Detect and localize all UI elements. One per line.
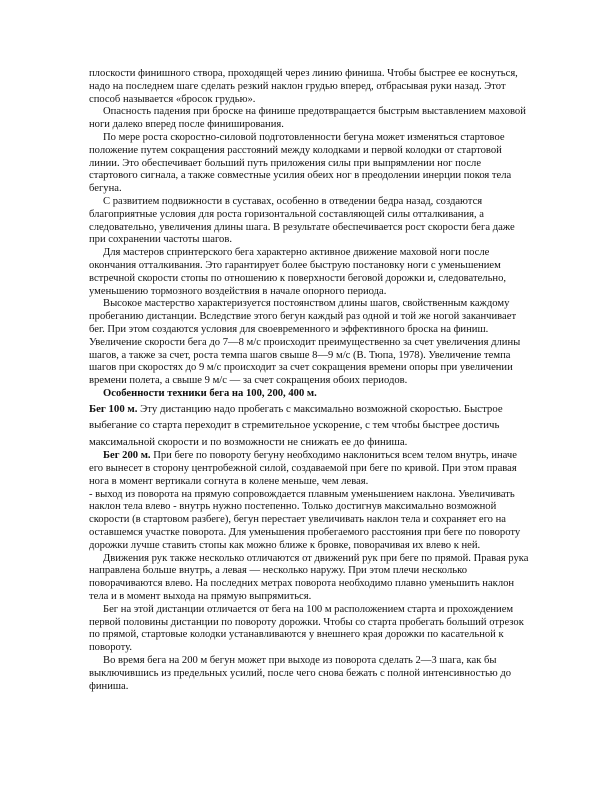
run-200-paragraph <box>89 450 532 488</box>
paragraph-1: плоскости финишного створа, проходящей через линию финиша. Чтобы быстрее ее коснуться, надо на последнем шаге сделать резкий наклон грудью вперед, отбрасывая руки назад. Этот способ называется «бросок грудью». <box>89 68 518 105</box>
paragraph-6: Высокое мастерство характеризуется постоянством длины шагов, свойственным каждому пробеганию дистанции. Вследствие этого бегун каждый раз одной и той же ногой заканчивает бег. При этом создаются условия для своевременного и эффективного броска на финиш. Увеличение скорости бега до 7—8 м/с происходит преимущественно за счет увеличения длины шагов, а также за счет, роста темпа шагов свыше 8—9 м/с (В. Тюпа, 1978). Увеличение темпа шагов при скоростях до 9 м/с происходит за счет сокращения времени опоры при увеличении времени полета, а свыше 9 м/с — за счет сокращения обоих периодов. <box>89 298 521 387</box>
section-heading: Особенности техники бега на 100, 200, 400 м. <box>103 387 317 399</box>
paragraph-arm-movement: Движения рук также несколько отличаются от движений рук при беге по прямой. Правая рука направлена больше внутрь, а левая — несколько наружу. При этом плечи несколько поворачиваются влево. На последних метрах поворота необходимо плавно уменьшить наклон тела и в момент выхода на прямую выпрямиться. <box>89 552 529 602</box>
run-100-lead: Бег 100 м. <box>89 402 138 415</box>
run-100-paragraph <box>89 401 532 451</box>
run-200-lead: Бег 200 м. <box>103 450 151 462</box>
paragraph-2: Опасность падения при броске на финише предотвращается быстрым выставлением маховой ноги далеко вперед после финиширования. <box>89 106 526 131</box>
paragraph-3: По мере роста скоростно-силовой подготовленности бегуна может изменяться стартовое положение путем сокращения расстояний между колодками и первой колодки от стартовой линии. Это обеспечивает больший путь приложения силы при выпрямлении ног после стартового сигнала, а также совместные усилия обеих ног в преодолении инерции покоя тела бегуна. <box>89 131 512 195</box>
run-200-text: При беге по повороту бегуну необходимо наклониться всем телом внутрь, иначе его вынесет в сторону центробежной силой, создаваемой при беге по кривой. При этом правая нога в момент вертикали согнута в колене меньше, чем левая. <box>89 450 517 487</box>
paragraph-exit-turn: - выход из поворота на прямую сопровождается плавным уменьшением наклона. Увеличивать наклон тела влево - внутрь нужно постепенно. Только достигнув максимально возможной скорости (в стартовом разбеге), бегун перестает увеличивать наклон тела и сохраняет его на оставшемся участке поворота. Для уменьшения пробегаемого расстояния при беге по повороту дорожки лучше ставить стопы как можно ближе к бровке, поворачивая их влево к ней. <box>89 488 521 551</box>
run-100-text: Эту дистанцию надо пробегать с максимально возможной скоростью. Быстрое выбегание со старта переходит в стремительное ускорение, с тем чтобы быстрее достичь максимальной скорости и по возможности не снижать ее до финиша. <box>89 402 503 448</box>
paragraph-200-start: Бег на этой дистанции отличается от бега на 100 м расположением старта и прохождением первой половины дистанции по повороту дорожки. Чтобы со старта пробегать больший отрезок по прямой, стартовые колодки устанавливаются у внешнего края дорожки по касательной к повороту. <box>89 603 524 654</box>
paragraph-200-finish: Во время бега на 200 м бегун может при выходе из поворота сделать 2—3 шага, как бы выключившись из предельных усилий, после чего снова бежать с полной интенсивностью до финиша. <box>89 654 512 692</box>
paragraph-4: С развитием подвижности в суставах, особенно в отведении бедра назад, создаются благоприятные условия для роста горизонтальной составляющей силы отталкивания, а следовательно, увеличения длины шага. В результате обеспечивается рост скорости бега даже при сохранении частоты шагов. <box>89 195 515 246</box>
paragraph-5: Для мастеров спринтерского бега характерно активное движение маховой ноги после окончания отталкивания. Это гарантирует более быструю постановку ноги с уменьшением встречной скорости стопы по отношению к поверхности беговой дорожки и, следовательно, уменьшению тормозного воздействия в начале опорного периода. <box>89 247 507 297</box>
